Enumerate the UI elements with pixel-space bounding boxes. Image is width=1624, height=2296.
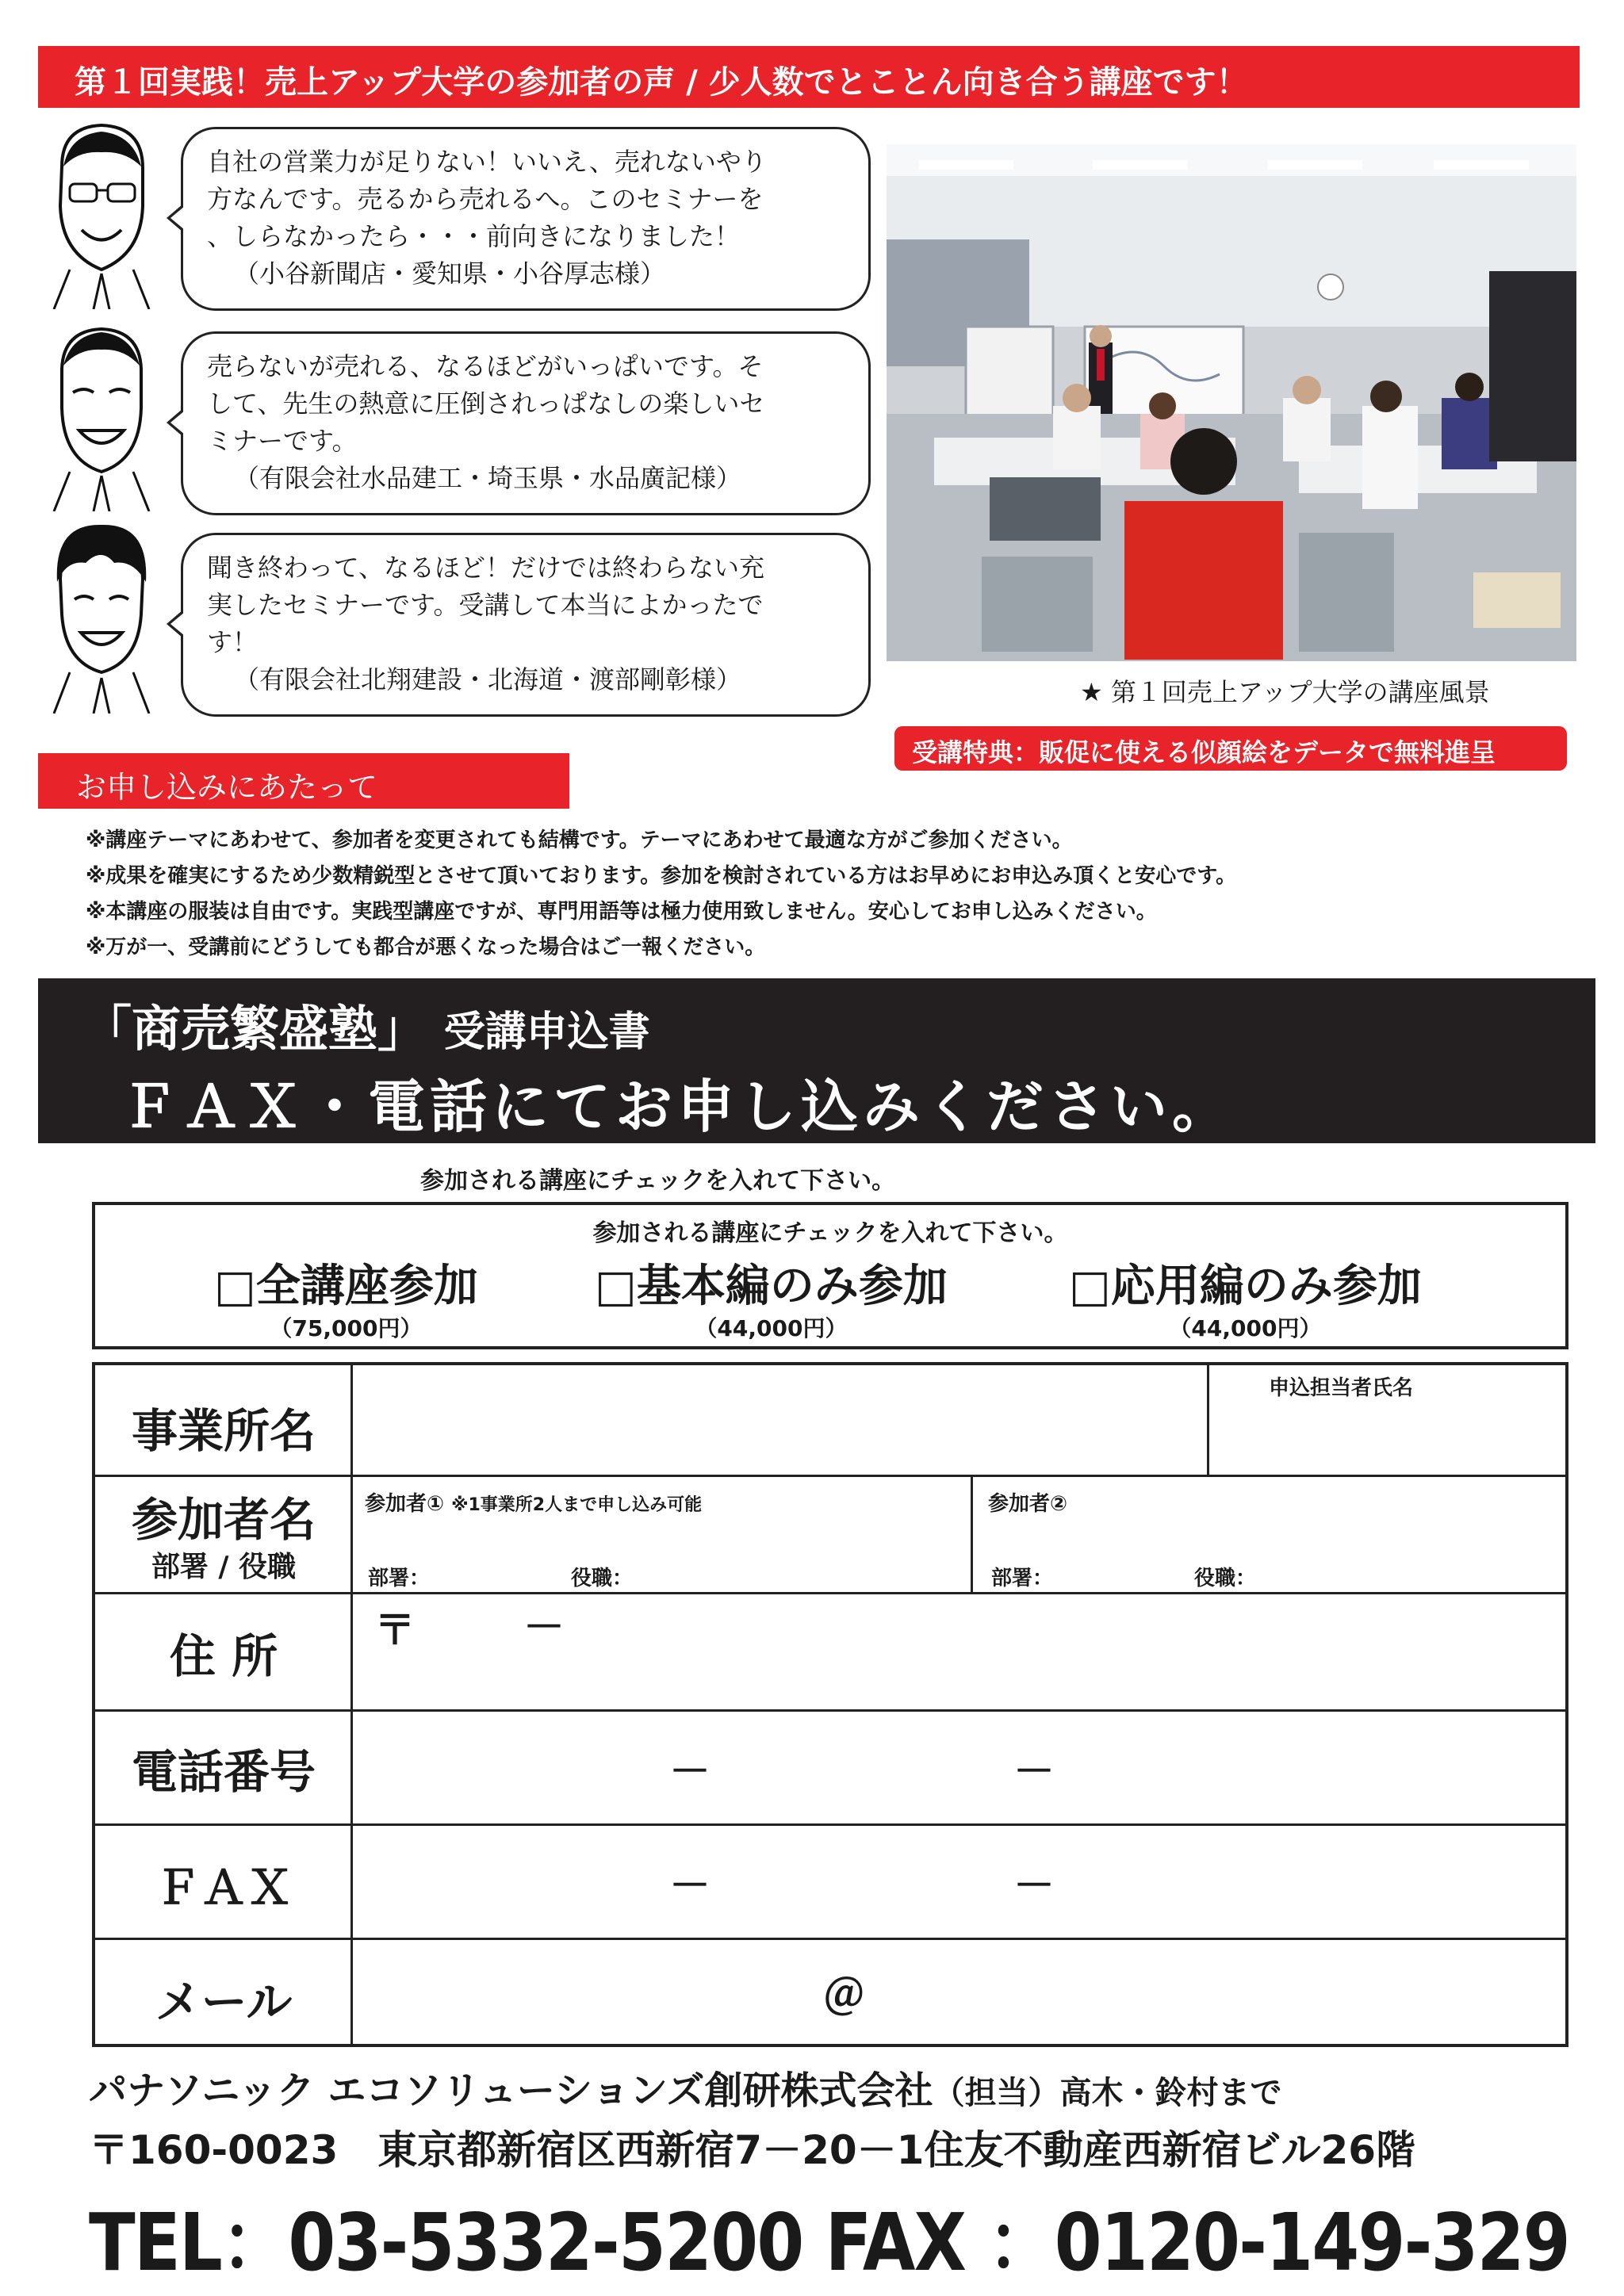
mail-label: メール [155,1975,293,2029]
top-banner [38,46,1580,108]
contact-person-label: 申込担当者氏名 [1269,1376,1414,1400]
footer-company [89,2060,1282,2114]
course-selection-box [92,1202,1568,1349]
mail-at-mark: ＠ [823,1972,865,2019]
course-price: （44,000円） [695,1315,848,1341]
participant-label [95,1483,352,1585]
note-item: ※万が一、受講前にどうしても都合が悪くなった場合はご一報ください。 [86,936,766,959]
testimonial-line: して、先生の熱意に圧倒されっぱなしの楽しいセ [207,388,765,419]
notes-list [86,823,1236,966]
mail-field[interactable] [354,1941,1564,2042]
participant1-role: 役職： [571,1567,634,1590]
course-box-instruction: 参加される講座にチェックを入れて下さい。 [592,1219,1068,1247]
caricature-face-1 [38,111,165,309]
company-label: 事業所名 [131,1404,316,1458]
fax-dash-2: － [1013,1862,1055,1910]
postal-mark: 〒 [374,1607,416,1655]
course-name[interactable]: □全講座参加 [214,1261,478,1312]
testimonial-source: （有限会社水品建工・埼玉県・水品廣記様） [234,463,742,493]
participant2-dept: 部署： [991,1567,1054,1590]
phone-dash-1: － [669,1748,711,1796]
application-notes-title: お申し込みにあたって [76,770,378,805]
note-item: ※成果を確実にするため少数精鋭型とさせて頂いております。参加を検討されている方はお早めにお申込み頂くと安心です。 [86,864,1237,888]
footer-company-name: パナソニック エコソリューションズ創研株式会社 [89,2068,933,2113]
course-option-basic[interactable] [595,1251,948,1343]
application-form [92,1362,1568,2047]
form-header-banner [38,978,1595,1143]
note-item: ※講座テーマにあわせて、参加者を変更されても結構です。テーマにあわせて最適な方がご参加ください。 [86,828,1073,852]
testimonial-line: 方なんです。売るから売れるへ。このセミナーを [207,184,764,214]
application-notes-banner [38,753,569,809]
participant1-text: 参加者① [365,1492,445,1516]
company-field[interactable] [354,1368,1205,1473]
caricature-face-2 [38,313,165,511]
form-title-main: 「商売繁盛塾」 [82,1000,427,1058]
fax-field[interactable] [354,1827,1564,1936]
fax-label: ＦＡＸ [154,1861,293,1915]
participant1-label [365,1487,702,1517]
caricature-face-3 [38,515,165,714]
participant-label-sub: 部署 / 役職 [151,1551,297,1583]
testimonial-line: す！ [207,627,259,657]
phone-label: 電話番号 [131,1745,316,1799]
testimonial-line: 、しらなかったら・・・前向きになりました！ [207,221,741,251]
testimonial-bubble-3 [181,533,871,717]
fax-dash-1: － [669,1862,711,1910]
participant2-role: 役職： [1194,1567,1257,1590]
course-price: （75,000円） [270,1315,423,1341]
testimonial-line: ミナーです。 [207,426,358,456]
testimonial-line: 自社の営業力が足りない！いいえ、売れないやり [207,147,767,177]
participant2-label: 参加者② [988,1492,1068,1516]
participant1-note: ※1事業所2人まで申し込み可能 [451,1495,703,1515]
course-price: （44,000円） [1169,1315,1322,1341]
address-field[interactable] [354,1595,1564,1708]
testimonial-line: 売らないが売れる、なるほどがいっぱいです。そ [207,351,764,381]
course-name[interactable]: □応用編のみ参加 [1069,1261,1422,1312]
testimonial-source: （有限会社北翔建設・北海道・渡部剛彰様） [234,664,742,695]
footer-address: 〒160-0023 東京都新宿区西新宿7－20－1住友不動産西新宿ビル26階 [89,2127,1416,2173]
participant1-dept: 部署： [368,1567,431,1590]
testimonial-bubble-1 [181,127,871,311]
course-option-advanced[interactable] [1069,1251,1422,1343]
testimonial-line: 実したセミナーです。受講して本当によかったで [207,590,764,620]
form-title-suffix: 受講申込書 [443,1008,650,1056]
form-title [82,989,650,1060]
contact-person-field[interactable] [1210,1400,1564,1473]
phone-dash-2: － [1013,1748,1055,1796]
testimonial-line: 聞き終わって、なるほど！だけでは終わらない充 [207,553,765,583]
footer-contact: （担当）高木・鈴村まで [933,2075,1282,2111]
seminar-photo [887,144,1576,661]
testimonial-source: （小谷新聞店・愛知県・小谷厚志様） [234,258,666,289]
course-option-all[interactable] [214,1251,478,1343]
participant-label-main: 参加者名 [131,1493,316,1547]
bonus-badge [894,726,1567,771]
course-name[interactable]: □基本編のみ参加 [595,1261,948,1312]
postal-dash: － [523,1604,565,1651]
check-instruction: 参加される講座にチェックを入れて下さい。 [420,1167,896,1195]
form-subtitle: ＦＡＸ・電話にてお申し込みください。 [121,1073,1235,1140]
phone-field[interactable] [354,1712,1564,1822]
top-banner-text: 第１回実践！売上アップ大学の参加者の声 / 少人数でとことん向き合う講座です！ [75,64,1248,101]
testimonial-bubble-2 [181,331,871,515]
note-item: ※本講座の服装は自由です。実践型講座ですが、専門用語等は極力使用致しません。安心してお申し込みください。 [86,900,1157,924]
bonus-text: 受講特典：販促に使える似顔絵をデータで無料進呈 [912,737,1496,767]
address-label: 住 所 [169,1629,278,1683]
photo-caption: ★ 第１回売上アップ大学の講座風景 [1080,677,1490,707]
footer-tel-fax: TEL：03-5332-5200 FAX ：0120-149-329 [89,2196,1569,2289]
